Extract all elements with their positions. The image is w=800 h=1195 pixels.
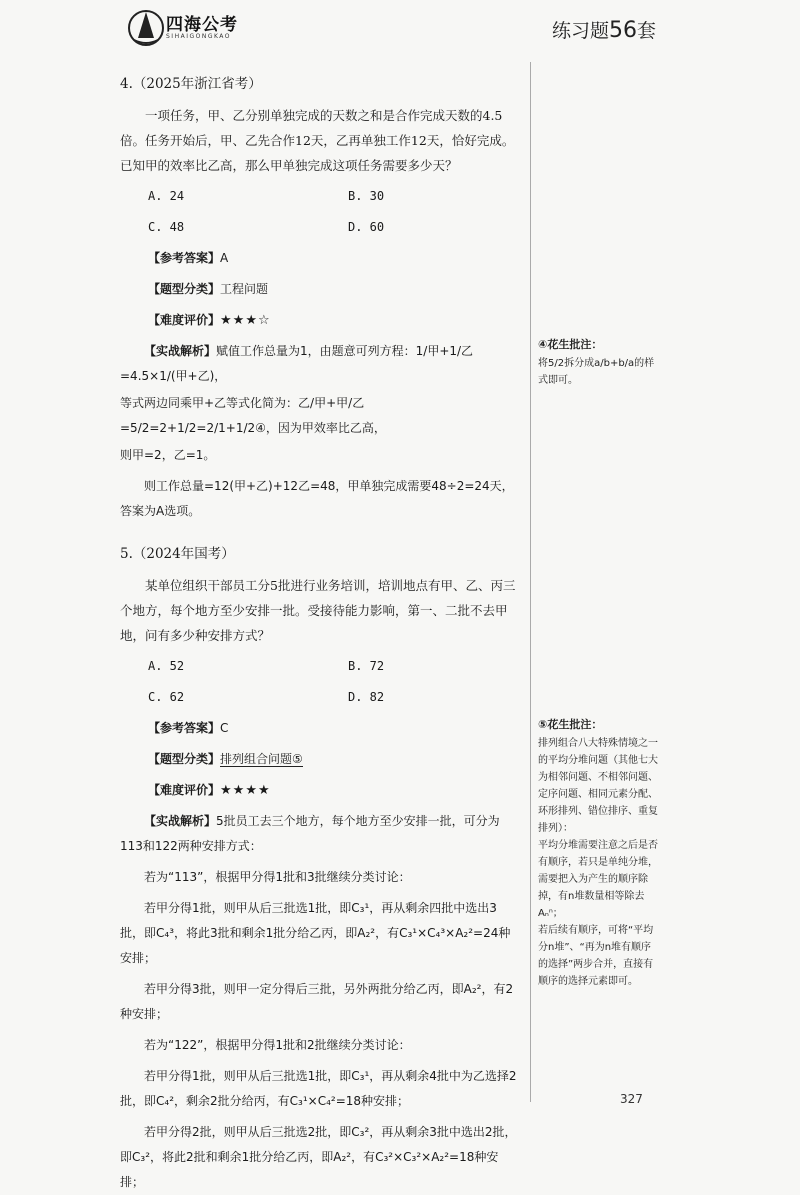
q4-difficulty: 【难度评价】★★★☆ (148, 313, 271, 328)
q5-analysis-6: 若甲分得1批，则甲从后三批选1批，即C₃¹，再从剩余4批中为乙选择2批，即C₄²，剩余2批分给丙，有C₃¹×C₄²=18种安排； (120, 1069, 517, 1108)
q5-option-c: C. 62 (148, 690, 185, 704)
q5-difficulty: 【难度评价】★★★★ (148, 783, 271, 798)
q5-analysis-2: 若为“113”，根据甲分得1批和3批继续分类讨论： (144, 870, 411, 884)
q5-analysis-3: 若甲分得1批，则甲从后三批选1批，即C₃¹，再从剩余四批中选出3批，即C₄³，将此3批和剩余1批分给乙丙，即A₂²，有C₃¹×C₄³×A₂²=24种安排； (120, 901, 511, 965)
q5-analysis-4: 若甲分得3批，则甲一定分得后三批，另外两批分给乙丙，即A₂²，有2种安排； (120, 982, 514, 1021)
q5-analysis-5: 若为“122”，根据甲分得1批和2批继续分类讨论： (144, 1038, 411, 1052)
series-number: 56 (609, 18, 638, 43)
series-prefix: 练习题 (552, 20, 610, 42)
q4-option-a: A. 24 (148, 189, 185, 203)
side-note-4-heading: ④花生批注： (538, 338, 603, 351)
side-note-4 (538, 336, 658, 389)
q5-stem: 某单位组织干部员工分5批进行业务培训，培训地点有甲、乙、丙三个地方，每个地方至少安排一批。受接待能力影响，第一、二批不去甲地，问有多少种安排方式？ (120, 578, 516, 643)
brand-name: 四海公考 (166, 15, 238, 35)
side-note-4-body: 将5/2拆分成a/b+b/a的样式即可。 (538, 358, 655, 386)
side-note-5-body-1: 排列组合八大特殊情境之一的平均分堆问题（其他七大为相邻问题、不相邻问题、定序问题、相同元素分配、环形排列、错位排序、重复排列）： (538, 738, 658, 834)
side-note-5 (538, 716, 658, 990)
sail-logo-icon (128, 6, 164, 50)
q5-analysis-7: 若甲分得2批，则甲从后三批选2批，即C₃²，再从剩余3批中选出2批，即C₃²，将此2批和剩余1批分给乙丙，即A₂²，有C₃²×C₃²×A₂²=18种安排； (120, 1125, 517, 1189)
q5-option-b: B. 72 (348, 659, 385, 673)
q4-type: 【题型分类】工程问题 (148, 282, 269, 296)
page-number: 327 (620, 1092, 643, 1106)
side-note-5-heading: ⑤花生批注： (538, 718, 603, 731)
series-suffix: 套 (637, 20, 657, 42)
q4-options (148, 184, 520, 240)
q5-option-d: D. 82 (348, 690, 385, 704)
q5-type: 【题型分类】排列组合问题⑤ (148, 752, 303, 766)
page-header (0, 0, 800, 60)
q5-answer: 【参考答案】C (148, 721, 229, 735)
series-title (552, 16, 656, 43)
q4-analysis-2: 等式两边同乘甲+乙等式化简为：乙/甲+甲/乙=5/2=2+1/2=2/1+1/2④，因为甲效率比乙高， (120, 396, 386, 435)
brand-subtitle: SIHAIGONGKAO (166, 33, 232, 40)
side-note-5-body-2: 平均分堆需要注意之后是否有顺序，若只是单纯分堆，需要把入为产生的顺序除掉，有n堆数量相等除去Aₙⁿ； (538, 840, 658, 919)
side-note-5-body-3: 若后续有顺序，可将“平均分n堆”、“再为n堆有顺序的选择”两步合并，直接有顺序的选择元素即可。 (538, 925, 654, 987)
q4-option-c: C. 48 (148, 220, 185, 234)
brand-logo (128, 6, 238, 56)
q5-analysis-1: 【实战解析】5批员工去三个地方，每个地方至少安排一批，可分为113和122两种安排方式： (120, 814, 500, 853)
q4-analysis-1: 【实战解析】赋值工作总量为1，由题意可列方程：1/甲+1/乙=4.5×1/(甲+乙)， (120, 344, 474, 383)
q4-analysis-3: 则甲=2，乙=1。 (120, 448, 216, 462)
q4-option-b: B. 30 (348, 189, 385, 203)
q4-option-d: D. 60 (348, 220, 385, 234)
q4-analysis-4: 则工作总量=12(甲+乙)+12乙=48，甲单独完成需要48÷2=24天，答案为A选项。 (120, 479, 514, 518)
q5-option-a: A. 52 (148, 659, 185, 673)
q4-answer: 【参考答案】A (148, 251, 229, 265)
q5-heading: 5.（2024年国考） (120, 546, 235, 562)
q5-options (148, 654, 520, 710)
q4-stem: 一项任务，甲、乙分别单独完成的天数之和是合作完成天数的4.5倍。任务开始后，甲、乙先合作12天，乙再单独工作12天，恰好完成。已知甲的效率比乙高，那么甲单独完成这项任务需要多少天？ (120, 108, 515, 173)
main-column (120, 72, 520, 1195)
q4-heading: 4.（2025年浙江省考） (120, 76, 262, 92)
